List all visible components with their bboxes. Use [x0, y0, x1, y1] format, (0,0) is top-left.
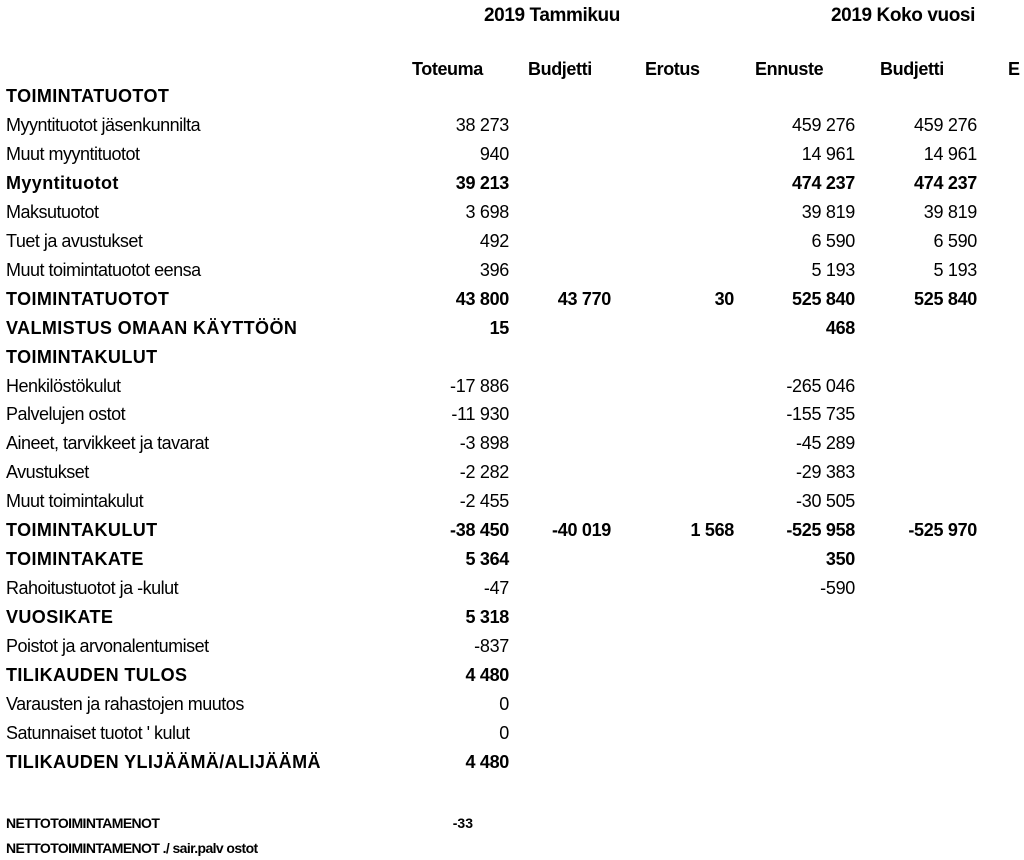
footer-label-net-expenses: NETTOTOIMINTAMENOT — [6, 815, 160, 831]
footer-value-net-expenses: -33 — [452, 815, 473, 831]
column-header-year-difference: E — [1008, 59, 1020, 79]
row-label: TOIMINTATUOTOT — [6, 86, 170, 106]
row-label: Maksutuotot — [6, 201, 99, 222]
cell-actual: 396 — [479, 259, 509, 280]
cell-actual: -3 898 — [459, 433, 509, 454]
row-label: Muut toimintatuotot eensa — [6, 259, 201, 280]
cell-forecast: -525 958 — [786, 520, 855, 541]
row-label: TOIMINTAKULUT — [6, 346, 158, 367]
row-label: TOIMINTAKULUT — [6, 520, 158, 541]
cell-year-budget: 6 590 — [933, 230, 977, 251]
cell-actual: 940 — [479, 143, 509, 164]
table-row — [0, 372, 1024, 401]
cell-year-budget: -525 970 — [908, 520, 977, 541]
column-header-forecast: Ennuste — [755, 59, 824, 79]
cell-actual: -2 455 — [459, 491, 509, 512]
row-label: Palvelujen ostot — [6, 404, 126, 425]
row-label: TILIKAUDEN TULOS — [6, 665, 188, 685]
cell-actual: -837 — [474, 636, 509, 657]
row-label: VALMISTUS OMAAN KÄYTTÖÖN — [6, 317, 298, 338]
table-row — [0, 343, 1024, 372]
cell-forecast: 468 — [825, 317, 855, 338]
cell-forecast: -45 289 — [796, 433, 855, 454]
table-row — [0, 314, 1024, 343]
cell-year-budget: 474 237 — [914, 172, 977, 193]
row-label: VUOSIKATE — [6, 607, 114, 628]
table-row — [0, 227, 1024, 256]
table-row — [0, 140, 1024, 169]
cell-actual: 5 318 — [465, 607, 509, 628]
column-header-difference: Erotus — [645, 59, 700, 79]
cell-forecast: 474 237 — [792, 172, 855, 193]
cell-forecast: 350 — [825, 549, 855, 570]
row-label: Henkilöstökulut — [6, 375, 121, 396]
table-row — [0, 574, 1024, 603]
table-row — [0, 429, 1024, 458]
cell-forecast: 6 590 — [811, 230, 855, 251]
cell-actual: 38 273 — [455, 114, 509, 135]
row-label: Myyntituotot jäsenkunnilta — [6, 114, 201, 135]
period-header-full-year: 2019 Koko vuosi — [831, 5, 975, 26]
table-row — [0, 400, 1024, 429]
cell-forecast: 459 276 — [792, 114, 855, 135]
row-label: TOIMINTAKATE — [6, 549, 144, 570]
cell-actual: -11 930 — [451, 404, 509, 425]
cell-actual: 15 — [489, 317, 509, 338]
table-row — [0, 487, 1024, 516]
table-row — [0, 169, 1024, 198]
cell-actual: 43 800 — [455, 288, 509, 309]
row-label: Avustukset — [6, 462, 89, 483]
cell-actual: 0 — [499, 693, 509, 714]
table-row — [0, 690, 1024, 719]
cell-difference: 30 — [714, 288, 734, 309]
cell-actual: -2 282 — [459, 462, 509, 483]
cell-year-budget: 525 840 — [914, 288, 977, 309]
table-row — [0, 198, 1024, 227]
cell-forecast: 14 961 — [801, 143, 855, 164]
row-label: Satunnaiset tuotot ' kulut — [6, 722, 190, 743]
row-label: Aineet, tarvikkeet ja tavarat — [6, 433, 209, 454]
cell-actual: 4 480 — [465, 665, 509, 685]
row-label: Poistot ja arvonalentumiset — [6, 636, 209, 657]
table-row — [0, 545, 1024, 574]
cell-budget: -40 019 — [552, 520, 611, 541]
cell-budget: 43 770 — [557, 288, 611, 309]
cell-forecast: -590 — [820, 578, 855, 599]
table-row — [0, 748, 1024, 777]
cell-forecast: 39 819 — [801, 201, 855, 222]
table-row — [0, 603, 1024, 632]
cell-actual: 39 213 — [455, 172, 509, 193]
row-label: Myyntituotot — [6, 172, 119, 193]
column-header-budget: Budjetti — [528, 59, 592, 79]
cell-forecast: -155 735 — [786, 404, 855, 425]
cell-forecast: 525 840 — [792, 288, 855, 309]
row-label: TILIKAUDEN YLIJÄÄMÄ/ALIJÄÄMÄ — [6, 751, 321, 772]
table-row — [0, 285, 1024, 314]
table-row — [0, 516, 1024, 545]
cell-year-budget: 39 819 — [923, 201, 977, 222]
cell-year-budget: 14 961 — [923, 143, 977, 164]
row-label: Muut myyntituotot — [6, 143, 140, 164]
row-label: Tuet ja avustukset — [6, 230, 143, 251]
table-row — [0, 661, 1024, 690]
cell-year-budget: 459 276 — [914, 114, 977, 135]
table-row — [0, 632, 1024, 661]
row-label: Varausten ja rahastojen muutos — [6, 693, 244, 714]
row-label: Muut toimintakulut — [6, 491, 144, 512]
cell-forecast: -265 046 — [786, 375, 855, 396]
cell-difference: 1 568 — [690, 520, 734, 541]
cell-actual: -17 886 — [450, 375, 509, 396]
footer-label-net-expenses-excl: NETTOTOIMINTAMENOT ./ sair.palv ostot — [6, 840, 258, 856]
cell-actual: 0 — [499, 722, 509, 743]
cell-year-budget: 5 193 — [933, 259, 977, 280]
column-header-year-budget: Budjetti — [880, 59, 944, 79]
column-header-actual: Toteuma — [412, 59, 483, 79]
cell-actual: 492 — [479, 230, 509, 251]
cell-actual: -38 450 — [450, 520, 509, 541]
table-row — [0, 458, 1024, 487]
cell-actual: 4 480 — [465, 751, 509, 772]
period-header-january: 2019 Tammikuu — [484, 5, 620, 26]
cell-forecast: 5 193 — [811, 259, 855, 280]
table-row — [0, 719, 1024, 748]
table-row — [0, 82, 1024, 111]
table-row — [0, 256, 1024, 285]
cell-actual: -47 — [483, 578, 509, 599]
cell-forecast: -29 383 — [796, 462, 855, 483]
cell-forecast: -30 505 — [796, 491, 855, 512]
table-row — [0, 111, 1024, 140]
cell-actual: 5 364 — [465, 549, 509, 570]
cell-actual: 3 698 — [465, 201, 509, 222]
row-label: Rahoitustuotot ja -kulut — [6, 578, 179, 599]
row-label: TOIMINTATUOTOT — [6, 288, 170, 309]
